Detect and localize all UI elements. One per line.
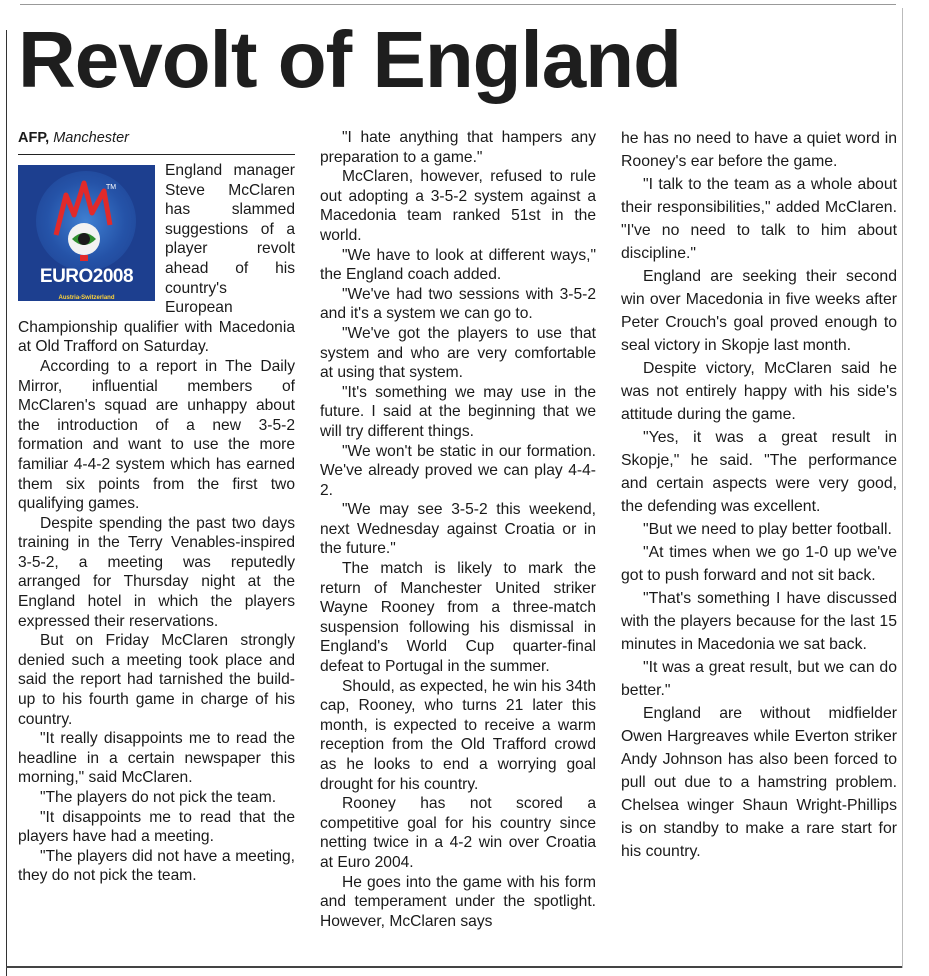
left-column-rule — [6, 30, 7, 976]
top-rule — [20, 4, 896, 5]
paragraph: He goes into the game with his form and temperament under the spotlight. However, McClaren says — [320, 873, 596, 930]
article-column-3 — [621, 127, 897, 863]
paragraph: "We've got the players to use that system and who are very comfortable at using that system. — [320, 324, 596, 382]
paragraph: "The players did not have a meeting, they do not pick the team. — [18, 847, 295, 885]
paragraph: "Yes, it was a great result in Skopje," he said. "The performance and certain aspects were very good, the defending was excellent. — [621, 429, 897, 515]
paragraph: But on Friday McClaren strongly denied such a meeting took place and said the report had tarnished the build-up to his fourth game in charge of his country. — [18, 632, 295, 728]
paragraph: Despite spending the past two days training in the Terry Venables-inspired 3-5-2, a meeting was reputedly arranged for Thursday night at the England hotel in which the players expressed their reservations. — [18, 514, 295, 630]
paragraph: England are without midfielder Owen Hargreaves while Everton striker Andy Johnson has also been forced to pull out due to a hamstring problem. Chelsea winger Shaun Wright-Phillips is on standby to make a rare start for his country. — [621, 705, 897, 860]
paragraph: "I hate anything that hampers any preparation to a game." — [320, 129, 596, 166]
paragraph: "We've had two sessions with 3-5-2 and it's a system we can go to. — [320, 285, 596, 323]
paragraph: he has no need to have a quiet word in Rooney's ear before the game. — [621, 130, 897, 170]
euro2008-logo-image — [18, 165, 155, 301]
paragraph: Despite victory, McClaren said he was not entirely happy with his side's attitude during the game. — [621, 360, 897, 423]
logo-wordmark: EURO2008 — [39, 266, 134, 287]
paragraph: Should, as expected, he win his 34th cap, Rooney, who turns 21 later this month, is expected to receive a warm reception from the Old Trafford crowd as he looks to end a worrying goal drought for his country. — [320, 677, 596, 793]
paragraph: According to a report in The Daily Mirror, influential members of McClaren's squad are unhappy about the introduction of a new 3-5-2 formation and want to use the more familiar 4-4-2 system which has earned them six points from the first two qualifying games. — [18, 357, 295, 513]
paragraph: "We won't be static in our formation. We've already proved we can play 4-4-2. — [320, 442, 596, 499]
paragraph: "It was a great result, but we can do better." — [621, 659, 897, 699]
logo-subtitle: Austria-Switzerland — [58, 295, 115, 301]
article-column-2 — [320, 128, 596, 931]
byline-agency: AFP, — [18, 130, 50, 146]
paragraph: England manager Steve McClaren has slammed suggestions of a player revolt ahead of his country's European Championship qualifier with Macedonia at Old Trafford on Saturday. — [18, 162, 295, 356]
paragraph: "The players do not pick the team. — [40, 789, 277, 806]
paragraph: "But we need to play better football. — [643, 521, 892, 538]
paragraph: "That's something I have discussed with the players because for the last 15 minutes in Macedonia we sat back. — [621, 590, 897, 653]
paragraph: "I talk to the team as a whole about their responsibilities," added McClaren. "I've no need to talk to him about discipline." — [621, 176, 897, 262]
byline-city: Manchester — [53, 130, 129, 146]
right-page-rule — [902, 8, 903, 968]
bottom-rule — [6, 966, 902, 968]
paragraph: "At times when we go 1-0 up we've got to push forward and not sit back. — [621, 544, 897, 584]
byline — [18, 128, 295, 155]
paragraph: "We may see 3-5-2 this weekend, next Wednesday against Croatia or in the future." — [320, 501, 596, 558]
paragraph: "It disappoints me to read that the players have had a meeting. — [18, 808, 295, 846]
paragraph: The match is likely to mark the return of Manchester United striker Wayne Rooney from a three-match suspension following his dismissal in England's World Cup quarter-final defeat to Portugal in the summer. — [320, 560, 596, 676]
paragraph: Rooney has not scored a competitive goal for his country since netting twice in a 4-2 win over Croatia at Euro 2004. — [320, 795, 596, 871]
paragraph: "It's something we may use in the future. I said at the beginning that we will try different things. — [320, 383, 596, 440]
paragraph: McClaren, however, refused to rule out adopting a 3-5-2 system against a Macedonia team ranked 51st in the world. — [320, 168, 596, 244]
euro2008-emblem-icon — [18, 165, 155, 275]
article-column-1 — [18, 128, 295, 886]
paragraph: "We have to look at different ways," the England coach added. — [320, 246, 596, 284]
paragraph: England are seeking their second win over Macedonia in five weeks after Peter Crouch's goal proved enough to seal victory in Skopje last month. — [621, 268, 897, 354]
headline: Revolt of England — [18, 15, 681, 104]
logo-trademark: TM — [106, 184, 117, 191]
paragraph: "It really disappoints me to read the headline in a certain newspaper this morning," said McClaren. — [18, 730, 295, 787]
